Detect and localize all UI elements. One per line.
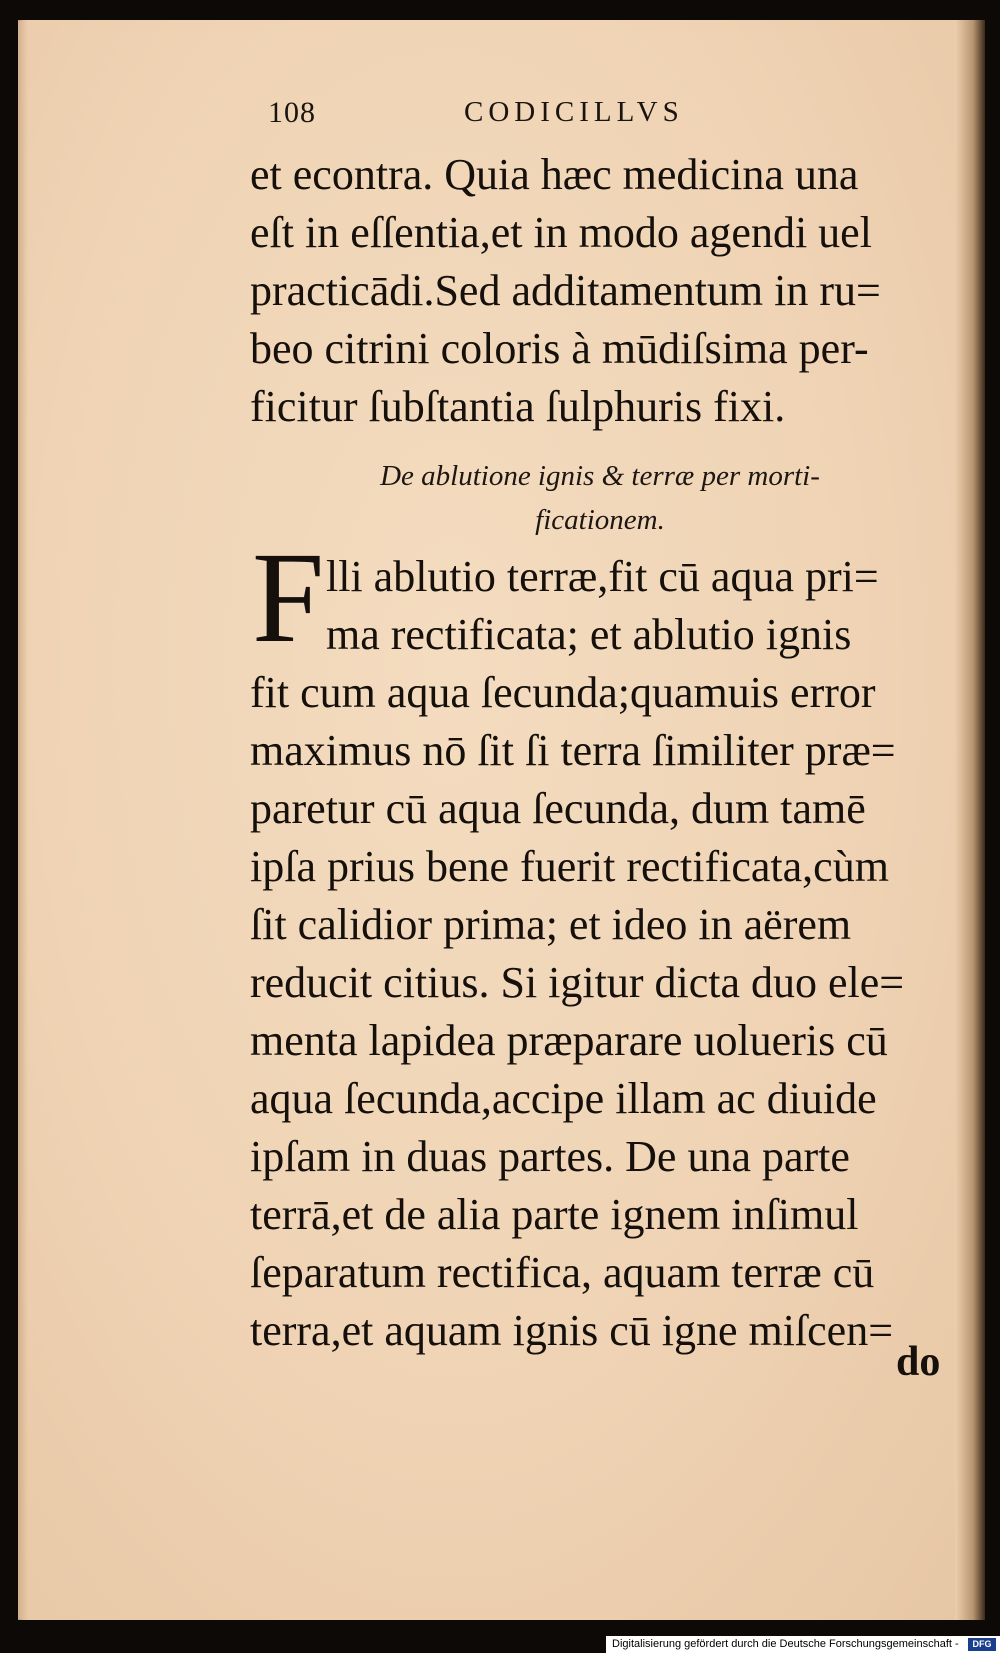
heading-line: De ablutione ignis & terræ per morti- <box>380 460 820 492</box>
running-title: CODICILLVS <box>464 96 684 128</box>
catchword: do <box>896 1339 941 1385</box>
paragraph-2-indented <box>326 548 966 664</box>
text-line: fit cum aqua ſecunda;quamuis error <box>250 668 876 717</box>
text-line: practicādi.Sed additamentum in ru= <box>250 266 881 315</box>
text-line: maximus nō ſit ſi terra ſimiliter præ= <box>250 726 896 775</box>
text-line: aqua ſecunda,accipe illam ac diuide <box>250 1074 877 1123</box>
text-line: menta lapidea præparare uolueris cū <box>250 1016 888 1065</box>
text-line: lli ablutio terræ,fit cū aqua pri= <box>326 552 879 601</box>
text-line: eſt in eſſentia,et in modo agendi uel <box>250 208 872 257</box>
section-heading <box>330 454 870 542</box>
dfg-logo-badge: DFG <box>968 1638 996 1651</box>
page-header <box>268 96 748 136</box>
text-line: ficitur ſubſtantia ſulphuris fixi. <box>250 382 786 431</box>
heading-line: ficationem. <box>535 504 665 536</box>
text-line: terrā,et de alia parte ignem inſimul <box>250 1190 859 1239</box>
page-number: 108 <box>268 96 316 129</box>
text-line: ma rectificata; et ablutio ignis <box>326 610 852 659</box>
page-left-edge <box>18 20 28 1620</box>
footer-credit: Digitalisierung gefördert durch die Deutsche Forschungsgemeinschaft - <box>612 1638 959 1650</box>
paragraph-2 <box>250 664 960 1360</box>
text-line: terra,et aquam ignis cū igne miſcen= <box>250 1306 894 1355</box>
text-line: reducit citius. Si igitur dicta duo ele= <box>250 958 905 1007</box>
text-line: ſeparatum rectifica, aquam terræ cū <box>250 1248 875 1297</box>
paragraph-1 <box>250 146 960 436</box>
text-line: paretur cū aqua ſecunda, dum tamē <box>250 784 866 833</box>
text-line: ipſa prius bene fuerit rectificata,cùm <box>250 842 889 891</box>
text-line: ipſam in duas partes. De una parte <box>250 1132 850 1181</box>
drop-cap: F <box>252 526 325 670</box>
text-line: et econtra. Quia hæc medicina una <box>250 150 859 199</box>
text-line: beo citrini coloris à mūdiſsima per- <box>250 324 869 373</box>
text-line: ſit calidior prima; et ideo in aërem <box>250 900 852 949</box>
